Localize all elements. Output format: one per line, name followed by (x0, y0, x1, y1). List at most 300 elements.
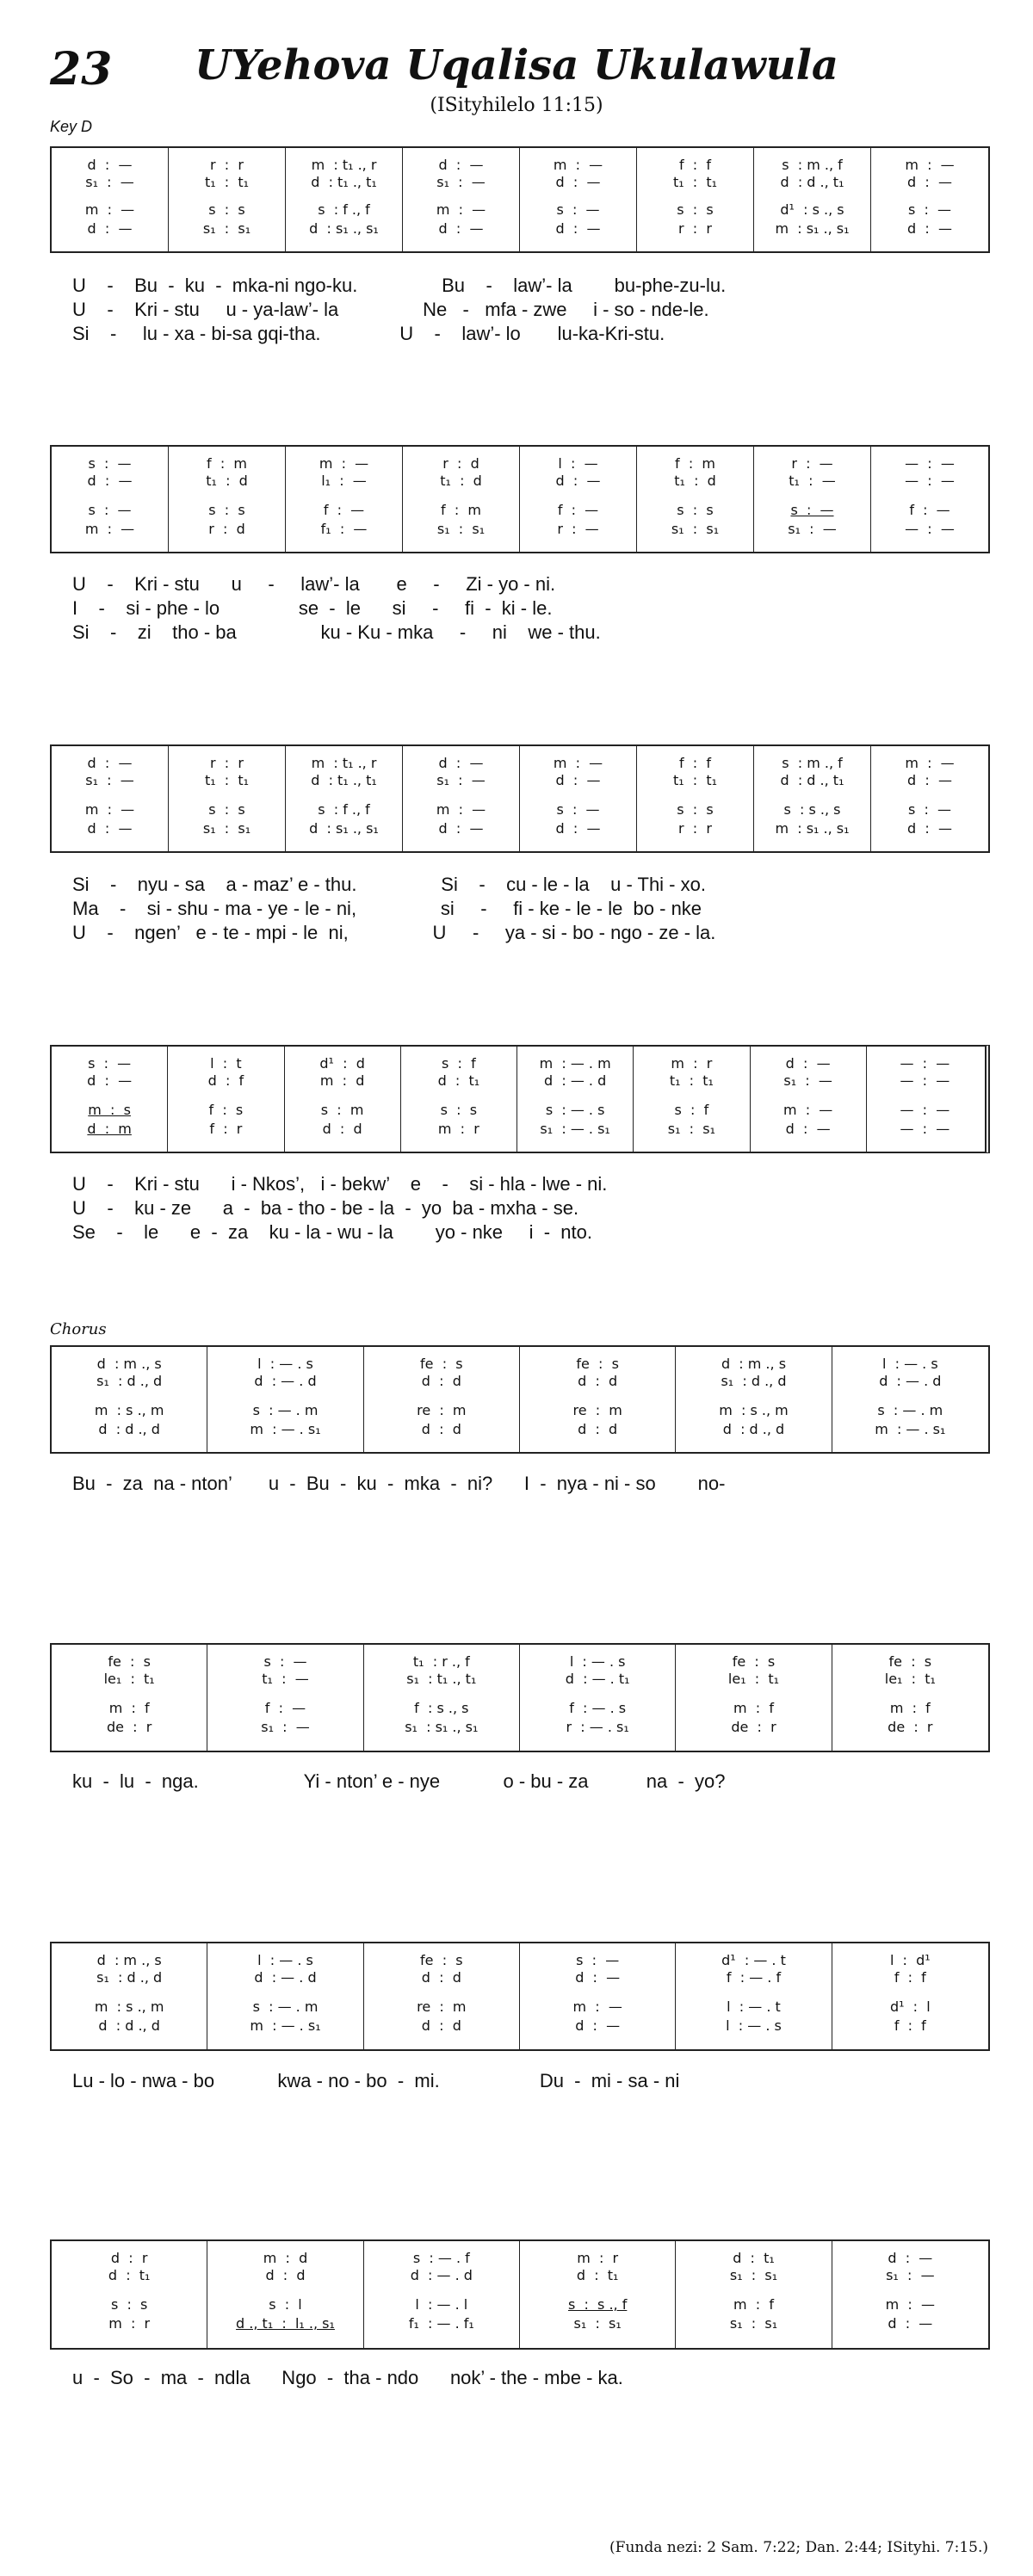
bass-notes: d : — (575, 2017, 621, 2034)
tenor-notes: s : s ., f (567, 2296, 628, 2313)
alto-notes: — : — (900, 1072, 950, 1089)
tenor-notes: m : — (572, 1998, 622, 2015)
measure (832, 1347, 988, 1452)
measure (286, 447, 403, 552)
measure (520, 148, 637, 251)
bass-notes: d : — (87, 820, 133, 837)
soprano-notes: fe : s (888, 1653, 932, 1670)
bass-notes: s₁ : s₁ (573, 2315, 622, 2332)
tenor-notes: m : f (733, 2296, 774, 2313)
soprano-notes: s : — . f (412, 2250, 470, 2266)
alto-notes: d : — (87, 1072, 133, 1089)
soprano-notes: s : m ., f (782, 755, 843, 771)
lyric-line: U - Bu - ku - mka-ni ngo-ku. Bu - law’- la bu-phe-zu-lu. (72, 275, 727, 296)
bass-notes: r : — . s₁ (566, 1719, 629, 1735)
lyric-line: Si - nyu - sa a - maz’ e - thu. Si - cu - le - la u - Thi - xo. (72, 874, 706, 895)
measure (637, 746, 754, 851)
bass-notes: d : — (438, 220, 484, 237)
tenor-notes: f : — (557, 502, 599, 518)
alto-notes: d : d (578, 1373, 618, 1389)
measure (52, 1347, 207, 1452)
alto-notes: d : t₁ (576, 2267, 619, 2283)
measure (52, 447, 169, 552)
measure (52, 2241, 207, 2348)
tenor-notes: re : m (572, 1402, 622, 1418)
tenor-notes: s : s (208, 801, 245, 818)
tenor-notes: m : s (88, 1102, 131, 1118)
measure (168, 1047, 284, 1152)
soprano-notes: l : — . s (881, 1356, 938, 1372)
soprano-notes: r : — (791, 455, 833, 472)
tenor-notes: f : — (909, 502, 950, 518)
key-signature: Key D (50, 118, 93, 135)
tenor-notes: s : — (88, 502, 132, 518)
soprano-notes: m : — (905, 157, 955, 173)
soprano-notes: m : — (905, 755, 955, 771)
bass-notes: — : — (900, 1121, 950, 1137)
song-number: 23 (50, 43, 113, 96)
soprano-notes: m : d (263, 2250, 308, 2266)
measure (169, 148, 286, 251)
tenor-notes: d¹ : s ., s (780, 201, 844, 218)
measure (751, 1047, 867, 1152)
measure (676, 1943, 832, 2049)
bass-notes: d ., t₁ : l₁ ., s₁ (236, 2315, 335, 2332)
tenor-notes: s : f ., f (318, 201, 370, 218)
measure (364, 2241, 520, 2348)
tenor-notes: m : — (436, 201, 486, 218)
soprano-notes: f : m (675, 455, 715, 472)
alto-notes: s₁ : t₁ ., t₁ (406, 1671, 477, 1687)
alto-notes: s₁ : d ., d (96, 1373, 163, 1389)
alto-notes: d : d ., t₁ (780, 174, 844, 190)
measure (52, 746, 169, 851)
alto-notes: d : — . t₁ (565, 1671, 630, 1687)
lyric-line: Si - zi tho - ba ku - Ku - mka - ni we - thu. (72, 621, 601, 643)
bass-notes: m : r (108, 2315, 151, 2332)
soprano-notes: l : — . s (257, 1356, 313, 1372)
measure (520, 746, 637, 851)
measure (832, 1943, 988, 2049)
alto-notes: s₁ : — (436, 174, 486, 190)
tenor-notes: m : f (889, 1700, 931, 1716)
bass-notes: d : d ., d (98, 2017, 160, 2034)
measure (634, 1047, 750, 1152)
tenor-notes: s : — . m (877, 1402, 943, 1418)
soprano-notes: r : d (442, 455, 479, 472)
alto-notes: s₁ : — (85, 174, 134, 190)
lyric-line: Ma - si - shu - ma - ye - le - ni, si - fi - ke - le - le bo - nke (72, 898, 702, 919)
measure (517, 1047, 634, 1152)
bass-notes: f₁ : — (320, 521, 368, 537)
tenor-notes: s : l (269, 2296, 302, 2313)
soprano-notes: l : d¹ (889, 1952, 931, 1968)
chorus-label: Chorus (50, 1320, 107, 1338)
bass-notes: m : — . s₁ (875, 1421, 946, 1437)
bass-notes: d : d (578, 1421, 618, 1437)
soprano-notes: t₁ : r ., f (412, 1653, 470, 1670)
soprano-notes: d : — (87, 157, 133, 173)
soprano-notes: fe : s (732, 1653, 776, 1670)
measure (637, 148, 754, 251)
measure (52, 1645, 207, 1751)
tenor-notes: l : — . l (415, 2296, 468, 2313)
bass-notes: de : r (107, 1719, 152, 1735)
alto-notes: le₁ : t₁ (727, 1671, 780, 1687)
measure (169, 447, 286, 552)
soprano-notes: d : r (110, 2250, 148, 2266)
soprano-notes: m : — . m (539, 1055, 611, 1072)
soprano-notes: l : — (558, 455, 598, 472)
tenor-notes: m : s ., m (94, 1998, 164, 2015)
bass-notes: m : — . s₁ (250, 1421, 321, 1437)
soprano-notes: m : r (671, 1055, 713, 1072)
tenor-notes: m : f (108, 1700, 150, 1716)
alto-notes: d : d ., t₁ (780, 772, 844, 788)
bass-notes: d : d ., d (98, 1421, 160, 1437)
lyric-line: u - So - ma - ndla Ngo - tha - ndo nok’ - the - mbe - ka. (72, 2367, 623, 2388)
alto-notes: t₁ : d (440, 473, 482, 489)
soprano-notes: fe : s (420, 1952, 463, 1968)
measure (364, 1347, 520, 1452)
measure (676, 1347, 832, 1452)
soprano-notes: m : — (553, 755, 603, 771)
tenor-notes: f : — . s (569, 1700, 627, 1716)
measure (871, 746, 988, 851)
bass-notes: m : — (84, 521, 135, 537)
lyric-line: ku - lu - nga. Yi - nton’ e - nye o - bu - za na - yo? (72, 1770, 726, 1792)
soprano-notes: f : f (679, 157, 711, 173)
bass-notes: d : — (888, 2315, 933, 2332)
alto-notes: t₁ : — (789, 473, 836, 489)
measure (207, 1943, 363, 2049)
tenor-notes: s : — (790, 502, 834, 518)
alto-notes: s₁ : s₁ (729, 2267, 778, 2283)
alto-notes: d : — (87, 473, 133, 489)
alto-notes: d : — (575, 1969, 621, 1986)
bass-notes: r : — (557, 521, 599, 537)
alto-notes: d : d (421, 1969, 461, 1986)
lyric-line: U - ku - ze a - ba - tho - be - la - yo ba - mxha - se. (72, 1197, 579, 1219)
tenor-notes: s : — (556, 801, 600, 818)
bass-notes: l : — . s (726, 2017, 782, 2034)
bass-notes: s₁ : s₁ (436, 521, 486, 537)
soprano-notes: d : m ., s (96, 1952, 162, 1968)
alto-notes: t₁ : t₁ (672, 772, 718, 788)
tenor-notes: s : s (110, 2296, 148, 2313)
bass-notes: r : r (678, 220, 712, 237)
alto-notes: d : — . d (544, 1072, 607, 1089)
bass-notes: s₁ : — (788, 521, 837, 537)
lyric-line: Si - lu - xa - bi-sa gqi-tha. U - law’- lo lu-ka-Kri-stu. (72, 323, 665, 344)
song-title: UYehova Uqalisa Ukulawula (195, 41, 838, 90)
soprano-notes: m : — (553, 157, 603, 173)
tenor-notes: l : — . t (727, 1998, 781, 2015)
soprano-notes: d¹ : — . t (721, 1952, 786, 1968)
alto-notes: d : — . d (254, 1373, 317, 1389)
bass-notes: d : s₁ ., s₁ (309, 820, 379, 837)
bass-notes: de : r (731, 1719, 776, 1735)
bass-notes: — : — (905, 521, 955, 537)
measure (169, 746, 286, 851)
tenor-notes: s : f (674, 1102, 709, 1118)
alto-notes: t₁ : d (206, 473, 248, 489)
soprano-notes: f : f (679, 755, 711, 771)
bass-notes: d : — (555, 820, 601, 837)
bass-notes: f₁ : — . f₁ (408, 2315, 474, 2332)
alto-notes: d : — (907, 174, 952, 190)
bass-notes: d : d (421, 2017, 461, 2034)
alto-notes: d : d (265, 2267, 306, 2283)
measure (676, 2241, 832, 2348)
soprano-notes: d : m ., s (721, 1356, 787, 1372)
measure (207, 1347, 363, 1452)
alto-notes: t₁ : d (674, 473, 716, 489)
soprano-notes: d : — (785, 1055, 831, 1072)
tenor-notes: s : — . s (545, 1102, 605, 1118)
tenor-notes: m : s ., m (719, 1402, 789, 1418)
measure (364, 1645, 520, 1751)
tenor-notes: s : — (907, 201, 952, 218)
notation-system-4 (50, 1045, 990, 1153)
measure (832, 2241, 988, 2348)
tenor-notes: s : s (677, 801, 714, 818)
alto-notes: d : — . d (410, 2267, 473, 2283)
soprano-notes: l : — . s (569, 1653, 626, 1670)
bass-notes: d : — (907, 220, 952, 237)
alto-notes: t₁ : t₁ (204, 174, 250, 190)
tenor-notes: f : — (323, 502, 365, 518)
bass-notes: de : r (888, 1719, 933, 1735)
measure (520, 1943, 676, 2049)
notation-system-8 (50, 2239, 990, 2350)
measure (871, 148, 988, 251)
soprano-notes: m : t₁ ., r (311, 157, 377, 173)
alto-notes: s₁ : — (886, 2267, 935, 2283)
alto-notes: s₁ : — (783, 1072, 832, 1089)
measure (285, 1047, 401, 1152)
alto-notes: t₁ : — (262, 1671, 309, 1687)
measure (403, 746, 520, 851)
bass-notes: d : m (87, 1121, 132, 1137)
tenor-notes: f : m (441, 502, 481, 518)
soprano-notes: m : — (319, 455, 369, 472)
soprano-notes: fe : s (576, 1356, 619, 1372)
alto-notes: — : — (905, 473, 955, 489)
tenor-notes: re : m (417, 1402, 467, 1418)
alto-notes: d : — (555, 174, 601, 190)
lyric-line: U - Kri - stu i - Nkos’, i - bekw’ e - si - hla - lwe - ni. (72, 1173, 608, 1195)
soprano-notes: m : t₁ ., r (311, 755, 377, 771)
soprano-notes: s : m ., f (782, 157, 843, 173)
bass-notes: s₁ : s₁ (202, 220, 251, 237)
alto-notes: le₁ : t₁ (884, 1671, 936, 1687)
bass-notes: f : r (209, 1121, 243, 1137)
lyric-line: I - si - phe - lo se - le si - fi - ki - le. (72, 597, 553, 619)
alto-notes: le₁ : t₁ (103, 1671, 155, 1687)
bass-notes: f : f (894, 2017, 926, 2034)
bass-notes: s₁ : s₁ (667, 1121, 715, 1137)
soprano-notes: s : f (442, 1055, 476, 1072)
alto-notes: d : — (907, 772, 952, 788)
alto-notes: d : — (555, 473, 601, 489)
measure (520, 2241, 676, 2348)
tenor-notes: s : s (208, 201, 245, 218)
notation-system-7 (50, 1942, 990, 2051)
lyric-line: Se - le e - za ku - la - wu - la yo - nke i - nto. (72, 1221, 592, 1243)
soprano-notes: d : — (438, 755, 484, 771)
soprano-notes: r : r (210, 157, 244, 173)
bass-notes: d : — (907, 820, 952, 837)
soprano-notes: s : — (576, 1952, 620, 1968)
measure (364, 1943, 520, 2049)
lyric-line: Lu - lo - nwa - bo kwa - no - bo - mi. Du - mi - sa - ni (72, 2070, 680, 2091)
alto-notes: d : t₁ ., t₁ (311, 174, 377, 190)
soprano-notes: m : r (577, 2250, 619, 2266)
measure (676, 1645, 832, 1751)
measure (867, 1047, 983, 1152)
alto-notes: m : d (319, 1072, 365, 1089)
soprano-notes: s : — (88, 455, 132, 472)
alto-notes: s₁ : — (85, 772, 134, 788)
tenor-notes: s : s (677, 502, 714, 518)
bass-notes: m : s₁ ., s₁ (775, 220, 850, 237)
alto-notes: d : — . d (254, 1969, 317, 1986)
tenor-notes: s : — (907, 801, 952, 818)
bass-notes: d : d (421, 1421, 461, 1437)
measure (754, 746, 871, 851)
alto-notes: t₁ : t₁ (204, 772, 250, 788)
tenor-notes: re : m (417, 1998, 467, 2015)
measure (871, 447, 988, 552)
bass-notes: s₁ : s₁ ., s₁ (405, 1719, 479, 1735)
tenor-notes: s : s ., s (783, 801, 841, 818)
tenor-notes: m : — (84, 201, 135, 218)
song-scripture-reference: (ISityhilelo 11:15) (430, 95, 603, 116)
footer-references: (Funda nezi: 2 Sam. 7:22; Dan. 2:44; ISityhi. 7:15.) (609, 2539, 988, 2556)
alto-notes: f : f (894, 1969, 926, 1986)
soprano-notes: s : — (88, 1055, 132, 1072)
bass-notes: r : r (678, 820, 712, 837)
alto-notes: d : t₁ (108, 2267, 151, 2283)
soprano-notes: l : — . s (257, 1952, 313, 1968)
measure (52, 148, 169, 251)
notation-system-6 (50, 1643, 990, 1752)
lyric-line: Bu - za na - nton’ u - Bu - ku - mka - ni? I - nya - ni - so no- (72, 1473, 726, 1494)
tenor-notes: m : — (782, 1102, 833, 1118)
soprano-notes: fe : s (420, 1356, 463, 1372)
tenor-notes: m : — (84, 801, 135, 818)
measure (207, 1645, 363, 1751)
measure (520, 1645, 676, 1751)
measure (520, 1347, 676, 1452)
tenor-notes: s : — . m (252, 1402, 319, 1418)
bass-notes: m : s₁ ., s₁ (775, 820, 850, 837)
measure (520, 447, 637, 552)
bass-notes: d : — (87, 220, 133, 237)
tenor-notes: m : — (436, 801, 486, 818)
bass-notes: m : — . s₁ (250, 2017, 321, 2034)
bass-notes: r : d (208, 521, 245, 537)
soprano-notes: s : — (263, 1653, 307, 1670)
tenor-notes: m : — (885, 2296, 935, 2313)
tenor-notes: s : — (556, 201, 600, 218)
soprano-notes: d : — (438, 157, 484, 173)
soprano-notes: d : — (87, 755, 133, 771)
soprano-notes: fe : s (108, 1653, 151, 1670)
soprano-notes: d : m ., s (96, 1356, 162, 1372)
tenor-notes: s : — . m (252, 1998, 319, 2015)
alto-notes: f : — . f (726, 1969, 782, 1986)
alto-notes: d : d (421, 1373, 461, 1389)
notation-system-5 (50, 1345, 990, 1454)
alto-notes: t₁ : t₁ (669, 1072, 714, 1089)
measure (403, 447, 520, 552)
lyric-line: U - Kri - stu u - law’- la e - Zi - yo - ni. (72, 573, 556, 595)
notation-system-3 (50, 744, 990, 853)
bass-notes: d : d ., d (722, 1421, 785, 1437)
bass-notes: d : — (555, 220, 601, 237)
bass-notes: d : d (322, 1121, 362, 1137)
tenor-notes: f : s ., s (414, 1700, 469, 1716)
measure (52, 1943, 207, 2049)
tenor-notes: d¹ : l (889, 1998, 931, 2015)
measure (637, 447, 754, 552)
soprano-notes: d : — (888, 2250, 933, 2266)
alto-notes: t₁ : t₁ (672, 174, 718, 190)
lyric-line: U - ngen’ e - te - mpi - le ni, U - ya - si - bo - ngo - ze - la. (72, 922, 716, 943)
tenor-notes: s : f ., f (318, 801, 370, 818)
lyric-line: U - Kri - stu u - ya-law’- la Ne - mfa - zwe i - so - nde-le. (72, 299, 709, 320)
measure (401, 1047, 517, 1152)
alto-notes: d : — . d (879, 1373, 942, 1389)
bass-notes: s₁ : s₁ (202, 820, 251, 837)
bass-notes: m : r (437, 1121, 479, 1137)
alto-notes: s₁ : — (436, 772, 486, 788)
bass-notes: s₁ : s₁ (671, 521, 720, 537)
measure (286, 746, 403, 851)
alto-notes: s₁ : d ., d (721, 1373, 787, 1389)
measure (754, 447, 871, 552)
measure (832, 1645, 988, 1751)
soprano-notes: — : — (905, 455, 955, 472)
bass-notes: s₁ : — (261, 1719, 310, 1735)
tenor-notes: s : s (440, 1102, 478, 1118)
measure (286, 148, 403, 251)
bass-notes: d : s₁ ., s₁ (309, 220, 379, 237)
measure (403, 148, 520, 251)
alto-notes: s₁ : d ., d (96, 1969, 163, 1986)
alto-notes: l₁ : — (321, 473, 367, 489)
soprano-notes: d : t₁ (733, 2250, 775, 2266)
tenor-notes: m : s ., m (94, 1402, 164, 1418)
alto-notes: d : — (555, 772, 601, 788)
tenor-notes: s : m (320, 1102, 364, 1118)
tenor-notes: s : s (208, 502, 245, 518)
alto-notes: d : t₁ ., t₁ (311, 772, 377, 788)
soprano-notes: — : — (900, 1055, 950, 1072)
soprano-notes: r : r (210, 755, 244, 771)
alto-notes: d : f (207, 1072, 244, 1089)
tenor-notes: — : — (900, 1102, 950, 1118)
tenor-notes: s : s (677, 201, 714, 218)
measure (754, 148, 871, 251)
bass-notes: s₁ : — . s₁ (540, 1121, 610, 1137)
measure (207, 2241, 363, 2348)
bass-notes: d : — (438, 820, 484, 837)
soprano-notes: f : m (207, 455, 247, 472)
tenor-notes: f : s (208, 1102, 244, 1118)
